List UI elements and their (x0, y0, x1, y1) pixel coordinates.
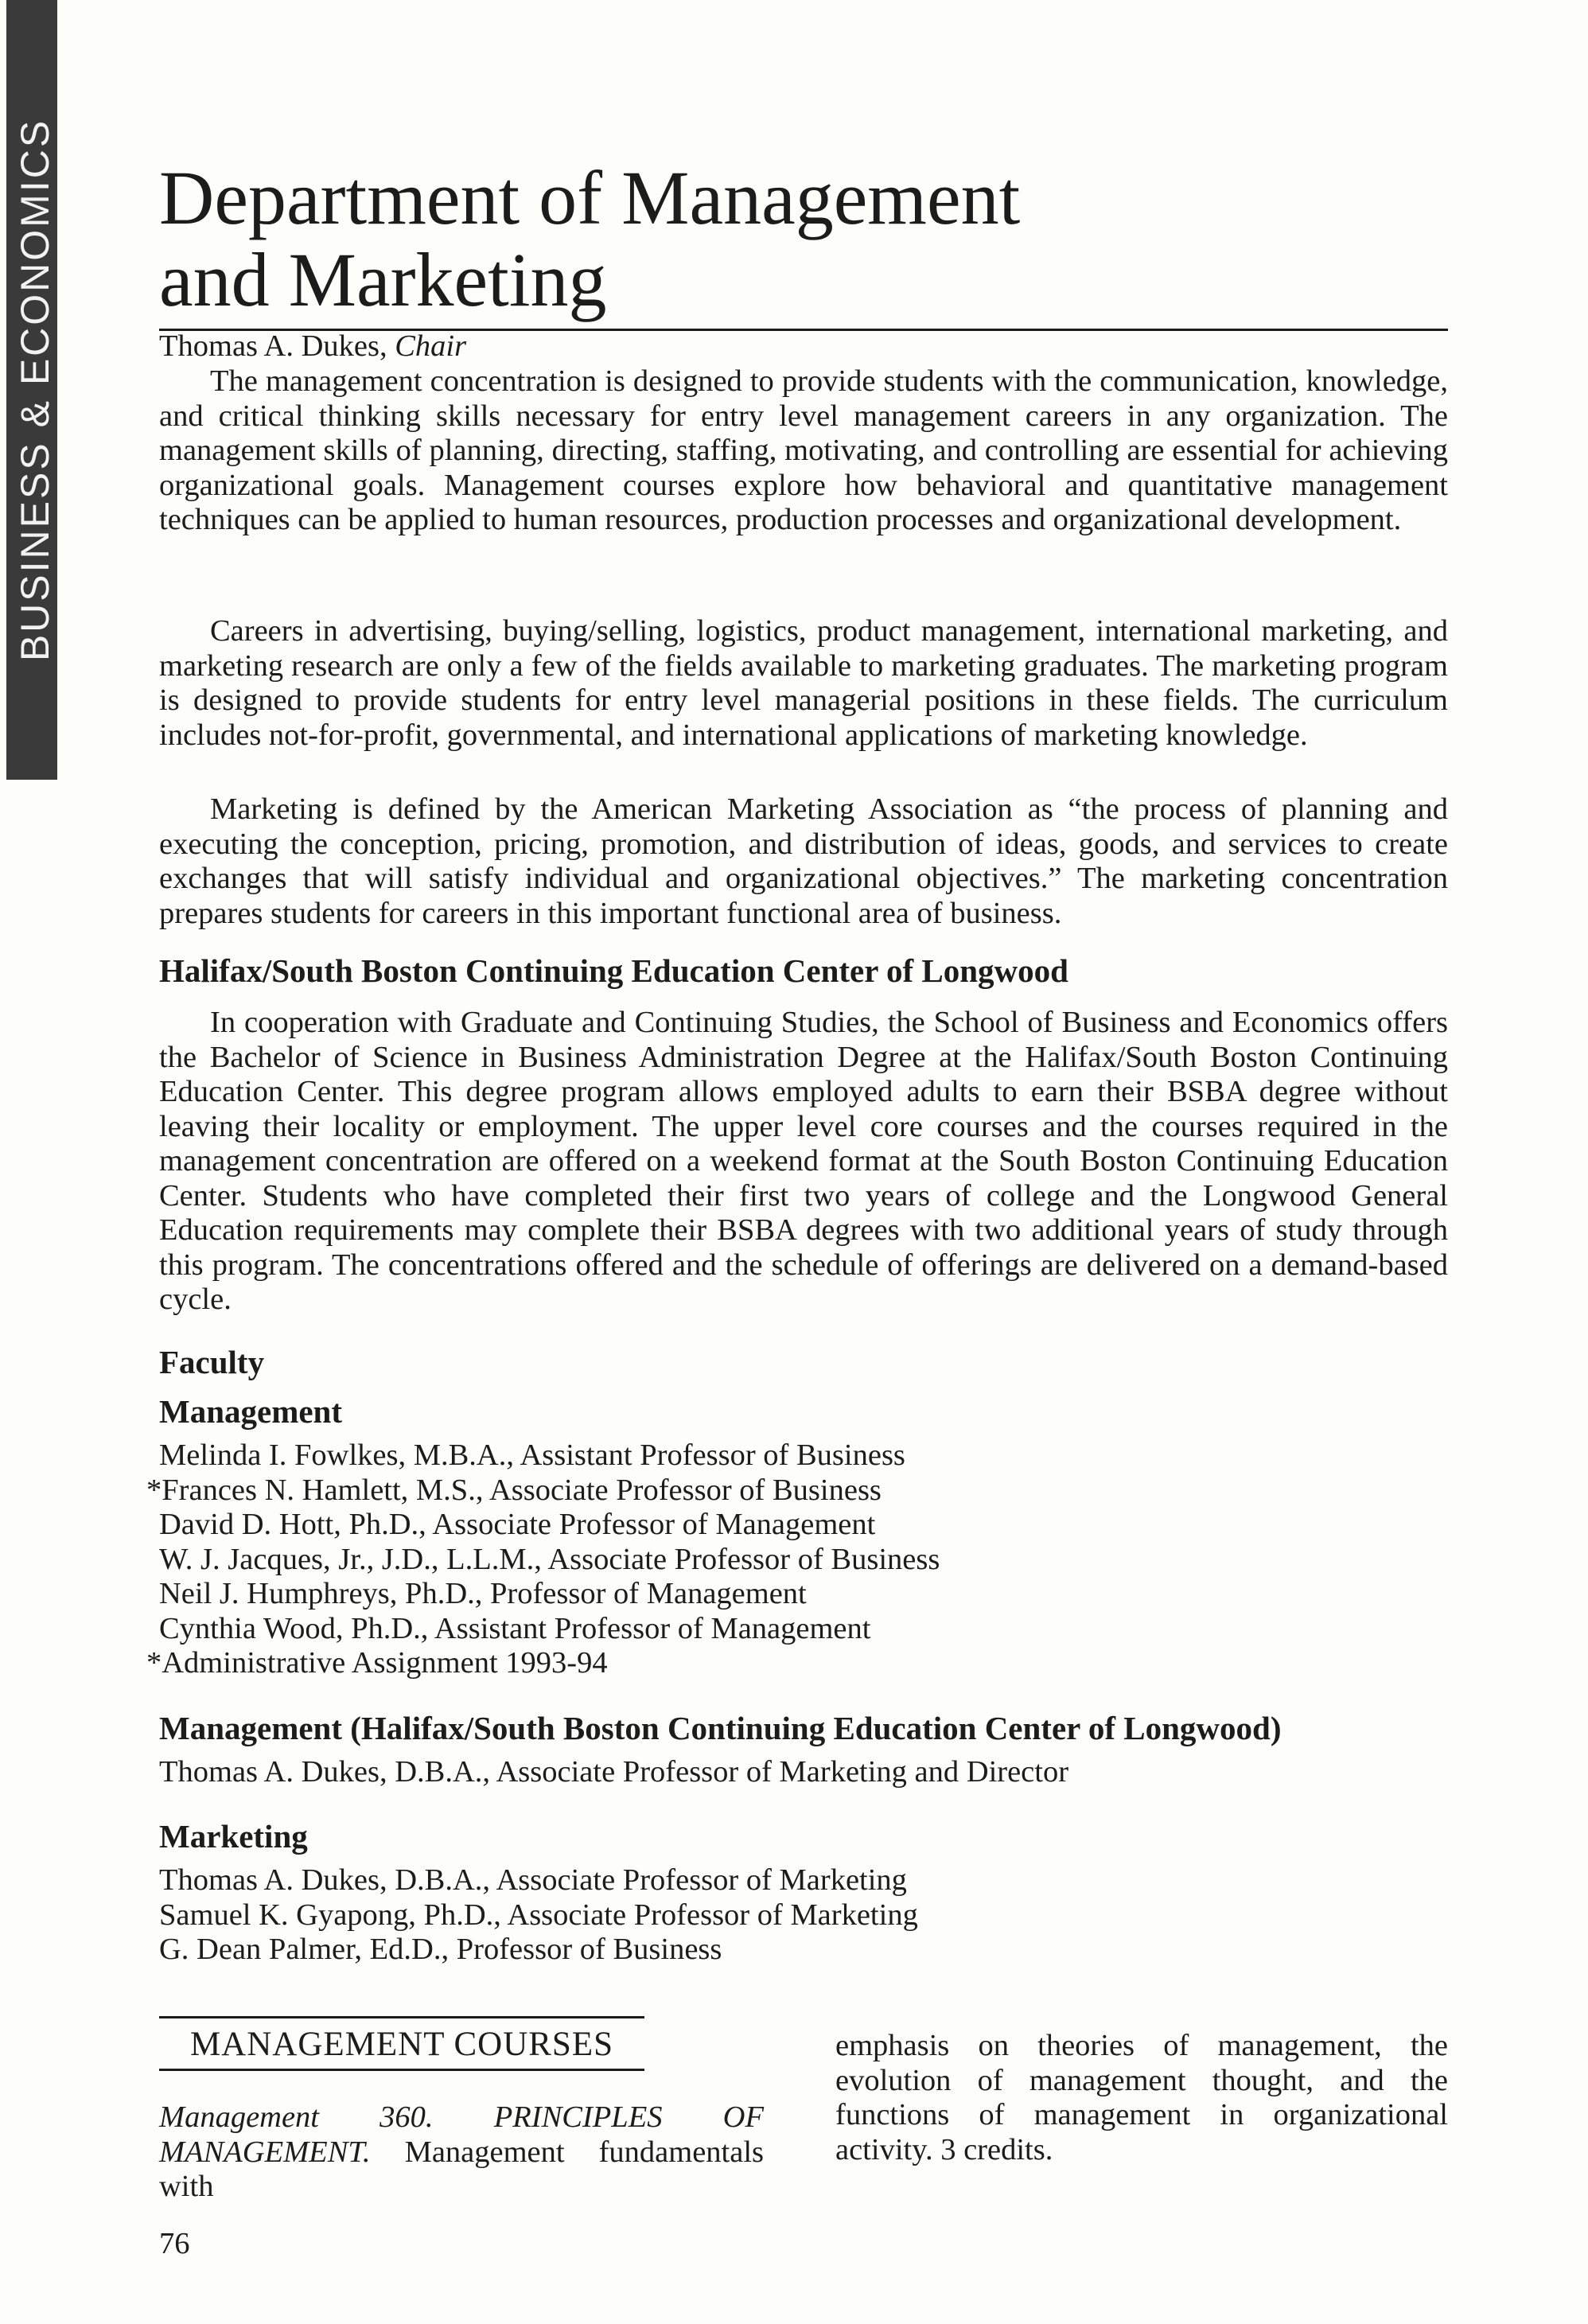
faculty-heading: Faculty (159, 1344, 265, 1380)
courses-heading: MANAGEMENT COURSES (159, 2016, 644, 2071)
intro-paragraph-2: Careers in advertising, buying/selling, logistics, product management, international marketing, and marketing research are only a few of the fields available to marketing graduates. The marketing program is designed to provide students for entry level managerial positions in these fields. The curriculum includes not-for-profit, governmental, and international applications of marketing knowledge. (159, 614, 1448, 752)
faculty-management-list (146, 1438, 940, 1681)
course-title: Management 360. PRINCIPLES OF MANAGEMENT. (159, 2100, 764, 2169)
faculty-footnote: *Administrative Assignment 1993-94 (146, 1646, 608, 1680)
halifax-paragraph: In cooperation with Graduate and Continuing Studies, the School of Business and Economics offers the Bachelor of Science in Business Administration Degree at the Halifax/South Boston Continuing Education Center. This degree program allows employed adults to earn their BSBA degree without leaving their locality or employment. The upper level core courses and the courses required in the management concentration are offered on a weekend format at the South Boston Continuing Education Center. Students who have completed their first two years of college and the Longwood General Education requirements may complete their BSBA degrees with two additional years of study through this program. The concentrations offered and the schedule of offerings are delivered on a demand-based cycle. (159, 1006, 1448, 1316)
title-line-1: Department of Management (159, 155, 1021, 240)
chair-line (159, 329, 466, 364)
faculty-member: G. Dean Palmer, Ed.D., Professor of Business (159, 1933, 722, 1966)
faculty-member: Melinda I. Fowlkes, M.B.A., Assistant Professor of Business (159, 1438, 905, 1472)
faculty-halifax-heading: Management (Halifax/South Boston Continuing Education Center of Longwood) (159, 1710, 1282, 1746)
intro-paragraph-3: Marketing is defined by the American Marketing Association as “the process of planning and executing the conception, pricing, promotion, and distribution of ideas, goods, and services to create exchanges that will satisfy individual and organizational objectives.” The marketing concentration prepares students for careers in this important functional area of business. (159, 792, 1448, 930)
faculty-marketing-list (159, 1863, 918, 1968)
page-number: 76 (159, 2227, 190, 2260)
faculty-member: Cynthia Wood, Ph.D., Assistant Professor of Management (159, 1611, 871, 1645)
faculty-marketing-heading: Marketing (159, 1818, 308, 1855)
faculty-member: Samuel K. Gyapong, Ph.D., Associate Professor of Marketing (159, 1898, 918, 1932)
faculty-management-heading: Management (159, 1393, 343, 1430)
course-description-start: Management fundamentals with (159, 2135, 765, 2203)
chair-name: Thomas A. Dukes, (159, 329, 387, 363)
faculty-member: W. J. Jacques, Jr., J.D., L.L.M., Associate Professor of Business (159, 1542, 940, 1576)
chair-role: Chair (395, 329, 467, 363)
intro-paragraph-1: The management concentration is designed to provide students with the communication, knowledge, and critical thinking skills necessary for entry level management careers in any organization. The management skills of planning, directing, staffing, motivating, and controlling are essential for achieving organizational goals. Management courses explore how behavioral and quantitative management techniques can be applied to human resources, production processes and organizational development. (159, 364, 1448, 536)
faculty-member: Thomas A. Dukes, D.B.A., Associate Professor of Marketing (159, 1863, 907, 1897)
title-line-2: and Marketing (159, 236, 607, 322)
faculty-member: Thomas A. Dukes, D.B.A., Associate Professor of Marketing and Director (159, 1755, 1069, 1789)
page-title (159, 155, 1448, 331)
faculty-member: David D. Hott, Ph.D., Associate Professor of Management (159, 1508, 876, 1541)
faculty-member: Neil J. Humphreys, Ph.D., Professor of Management (159, 1577, 807, 1610)
course-description-continued: emphasis on theories of management, the evolution of management thought, and the functions of management in organizational activity. 3 credits. (835, 2029, 1448, 2166)
halifax-heading: Halifax/South Boston Continuing Education Center of Longwood (159, 952, 1068, 989)
side-tab-label: BUSINESS & ECONOMICS (13, 118, 57, 662)
course-entry-left (159, 2100, 764, 2205)
faculty-member: *Frances N. Hamlett, M.S., Associate Professor of Business (146, 1473, 882, 1507)
faculty-halifax-list (159, 1755, 1068, 1790)
side-tab (6, 0, 57, 780)
